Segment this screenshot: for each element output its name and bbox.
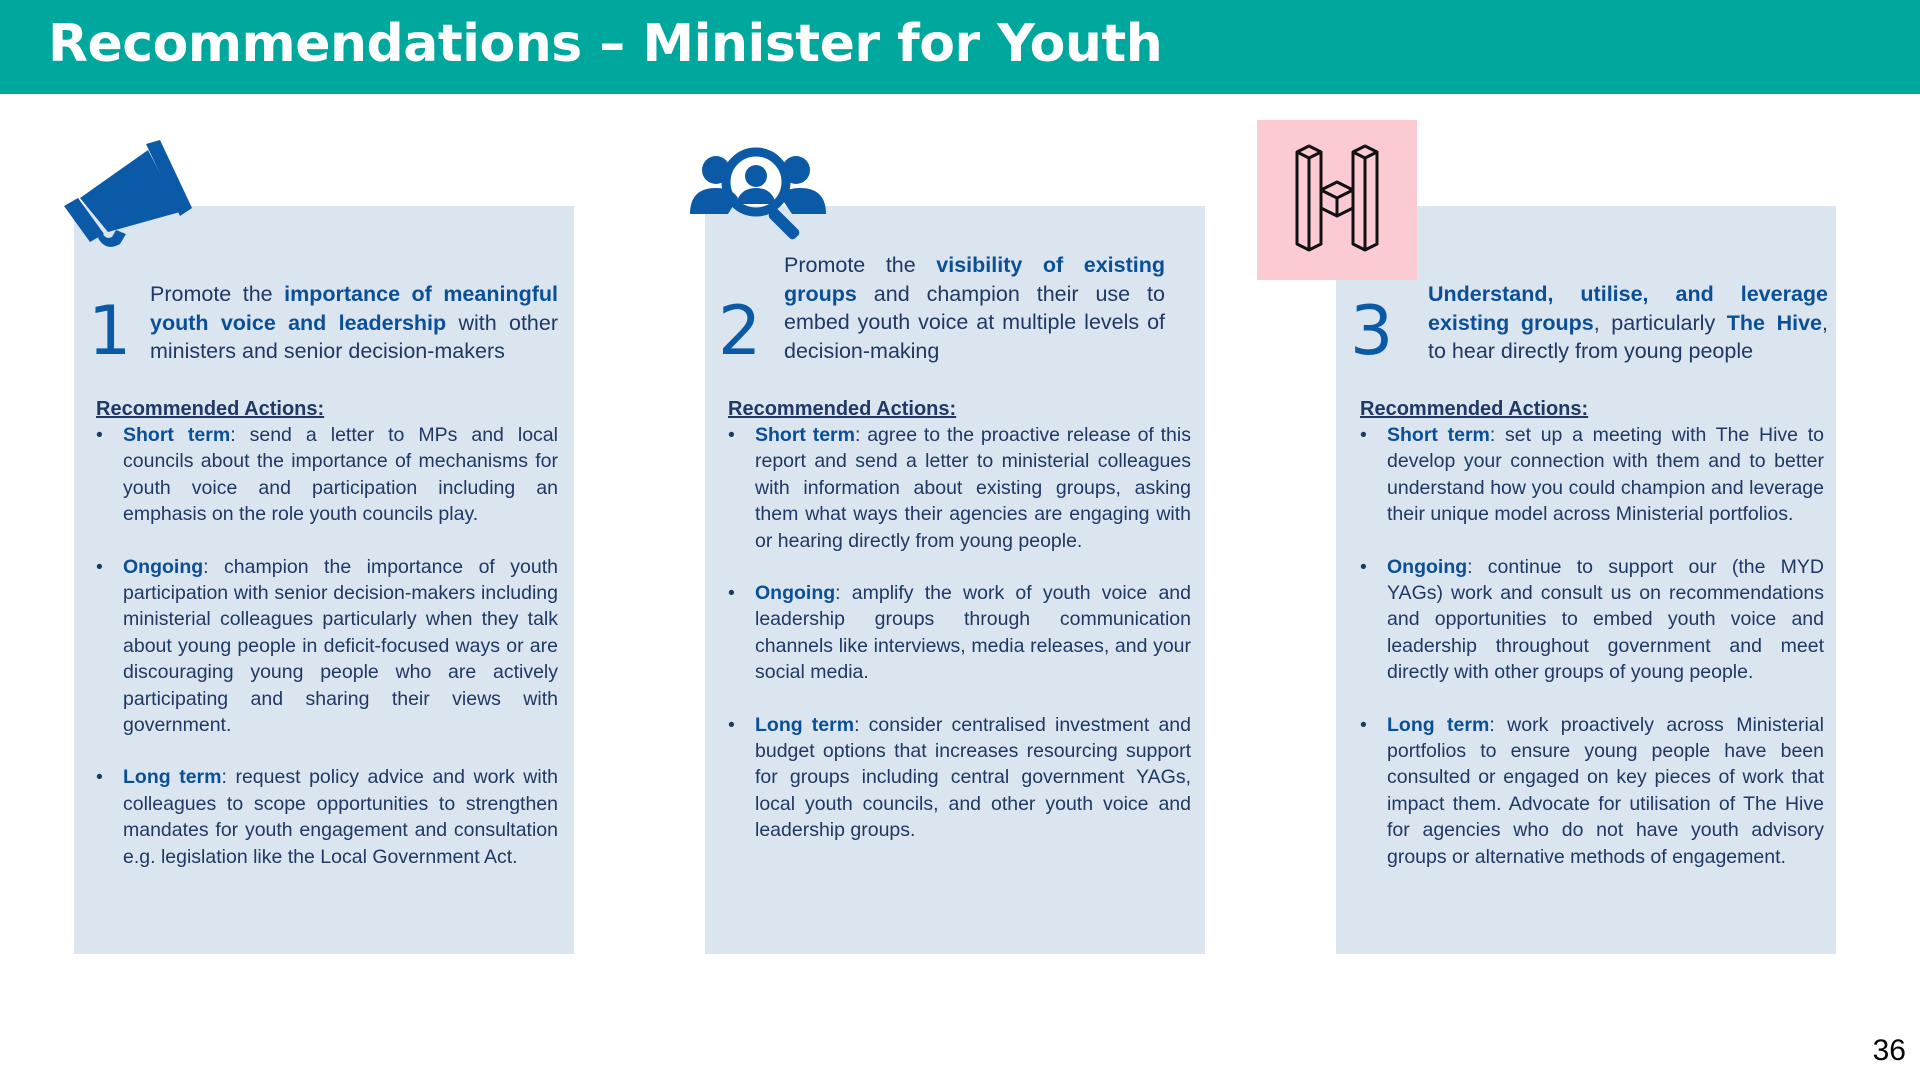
recommendation-intro	[784, 251, 1165, 365]
intro-text: , particularly	[1593, 310, 1727, 335]
page-number: 36	[1872, 1034, 1906, 1067]
action-text: : set up a meeting with The Hive to develop your connection with them and to better understand how you could champion and leverage their unique model across Ministerial portfolios.	[1387, 424, 1824, 526]
intro-text: and champion their use to embed youth voice at multiple levels of decision-making	[784, 281, 1165, 363]
action-item	[96, 554, 558, 739]
page-title: Recommendations – Minister for Youth	[48, 14, 1163, 74]
action-term: Long term	[1387, 713, 1490, 736]
people-search-icon	[688, 142, 828, 247]
intro-emphasis: Understand, utilise, and leverage existing groups	[1428, 282, 1828, 335]
action-text: : consider centralised investment and budget options that increases resourcing support for groups including central government YAGs, local youth councils, and other youth voice and leadership groups.	[755, 713, 1191, 842]
action-text: : continue to support our (the MYD YAGs) work and consult us on recommendations and opportunities to embed youth voice and leadership throughout government and meet directly with other groups of young people.	[1387, 555, 1824, 684]
action-text: : send a letter to MPs and local councils about the importance of mechanisms for youth voice and participation including an emphasis on the role youth councils play.	[123, 424, 558, 526]
action-item	[728, 422, 1191, 554]
hive-logo-icon	[1257, 120, 1417, 280]
action-item	[1360, 712, 1824, 870]
intro-text: Promote the	[784, 253, 937, 277]
action-list	[728, 422, 1191, 870]
recommendation-number: 3	[1350, 292, 1394, 371]
action-text: : work proactively across Ministerial portfolios to ensure young people have been consulted or engaged on key pieces of work that impact them. Advocate for utilisation of The Hive for agencies who do not have youth advisory groups or alternative methods of engagement.	[1387, 713, 1824, 868]
action-text: : champion the importance of youth participation with senior decision-makers including ministerial colleagues particularly when they talk about young people in deficit-focused ways or are discouraging young people who are actively participating and sharing their views with government.	[123, 555, 558, 737]
action-text: : amplify the work of youth voice and leadership groups through communication channels like interviews, media releases, and your social media.	[755, 582, 1191, 684]
action-item	[1360, 422, 1824, 528]
action-term: Ongoing	[123, 555, 204, 578]
recommendation-number: 2	[718, 292, 762, 371]
recommendation-intro	[1428, 280, 1828, 366]
action-term: Short term	[755, 424, 855, 446]
megaphone-icon	[60, 140, 195, 250]
action-list	[1360, 422, 1824, 896]
action-item	[728, 580, 1191, 686]
action-list	[96, 422, 558, 896]
action-term: Long term	[123, 766, 222, 789]
recommendation-number: 1	[88, 292, 132, 371]
action-text: : agree to the proactive release of this report and send a letter to ministerial colleagues with information about existing groups, asking them what ways their agencies are engaging with or hearing directly from young people.	[755, 424, 1191, 552]
action-term: Ongoing	[755, 582, 836, 605]
title-banner	[0, 0, 1920, 94]
recommended-actions-heading: Recommended Actions:	[728, 398, 957, 420]
action-term: Ongoing	[1387, 555, 1468, 578]
intro-emphasis: The Hive	[1726, 310, 1823, 335]
intro-text: Promote the	[150, 282, 285, 306]
intro-emphasis: visibility of existing groups	[784, 253, 1166, 306]
intro-text: , to hear directly from young people	[1428, 310, 1828, 363]
action-item	[96, 764, 558, 870]
recommendation-intro	[150, 280, 558, 366]
action-text: : request policy advice and work with colleagues to scope opportunities to strengthen mandates for youth engagement and consultation e.g. legislation like the Local Government Act.	[123, 766, 558, 868]
hive-logo-tile	[1257, 120, 1417, 280]
recommended-actions-heading: Recommended Actions:	[1360, 398, 1589, 420]
recommended-actions-heading: Recommended Actions:	[96, 398, 325, 420]
action-item	[96, 422, 558, 528]
action-item	[1360, 554, 1824, 686]
intro-text: with other ministers and senior decision-makers	[150, 310, 558, 363]
action-term: Long term	[755, 713, 855, 736]
action-item	[728, 712, 1191, 844]
action-term: Short term	[123, 424, 231, 446]
intro-emphasis: importance of meaningful youth voice and leadership	[150, 282, 558, 335]
action-term: Short term	[1387, 424, 1490, 446]
